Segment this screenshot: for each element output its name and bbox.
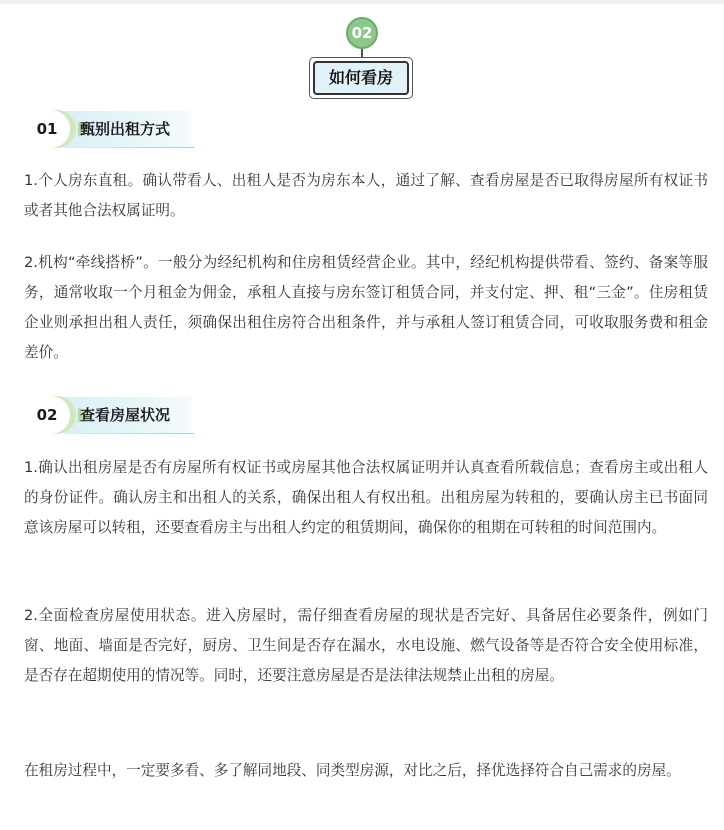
paragraph: 1.确认出租房屋是否有房屋所有权证书或房屋其他合法权属证明并认真查看所载信息；查看房主或出租人的身份证件。确认房主和出租人的关系，确保出租人有权出租。出租房屋为转租的，要确认房主已书面同意该房屋可以转租，还要查看房主与出租人约定的租赁期间，确保你的租期在可转租的时间范围内。 bbox=[24, 459, 708, 536]
paragraph: 2.全面检查房屋使用状态。进入房屋时，需仔细查看房屋的现状是否完好、具备居住必要条件，例如门窗、地面、墙面是否完好，厨房、卫生间是否存在漏水，水电设施、燃气设备等是否符合安全使用标准，是否存在超期使用的情况等。同时，还要注意房屋是否是法律法规禁止出租的房屋。 bbox=[24, 607, 708, 684]
subsection-title: 甄别出租方式 bbox=[80, 120, 171, 138]
subsection-number: 01 bbox=[24, 110, 70, 148]
badge-connector bbox=[361, 49, 363, 57]
subsection-tab-01 bbox=[24, 110, 194, 148]
top-divider bbox=[0, 0, 724, 4]
section-title: 如何看房 bbox=[313, 61, 409, 95]
section-number-badge: 02 bbox=[346, 17, 378, 49]
subsection-number: 02 bbox=[24, 396, 70, 434]
section-header bbox=[0, 17, 724, 101]
paragraph: 在租房过程中，一定要多看、多了解同地段、同类型房源，对比之后，择优选择符合自己需求的房屋。 bbox=[24, 762, 681, 779]
section-title-frame bbox=[309, 57, 413, 99]
subsection-title: 查看房屋状况 bbox=[80, 406, 171, 424]
paragraph: 2.机构“牵线搭桥”。一般分为经纪机构和住房租赁经营企业。其中，经纪机构提供带看、签约、备案等服务，通常收取一个月租金为佣金，承租人直接与房东签订租赁合同，并支付定、押、租“三金”。住房租赁企业则承担出租人责任，须确保出租住房符合出租条件，并与承租人签订租赁合同，可收取服务费和租金差价。 bbox=[24, 254, 708, 361]
subsection-tab-02 bbox=[24, 396, 194, 434]
paragraph: 1.个人房东直租。确认带看人、出租人是否为房东本人，通过了解、查看房屋是否已取得房屋所有权证书或者其他合法权属证明。 bbox=[24, 172, 708, 219]
